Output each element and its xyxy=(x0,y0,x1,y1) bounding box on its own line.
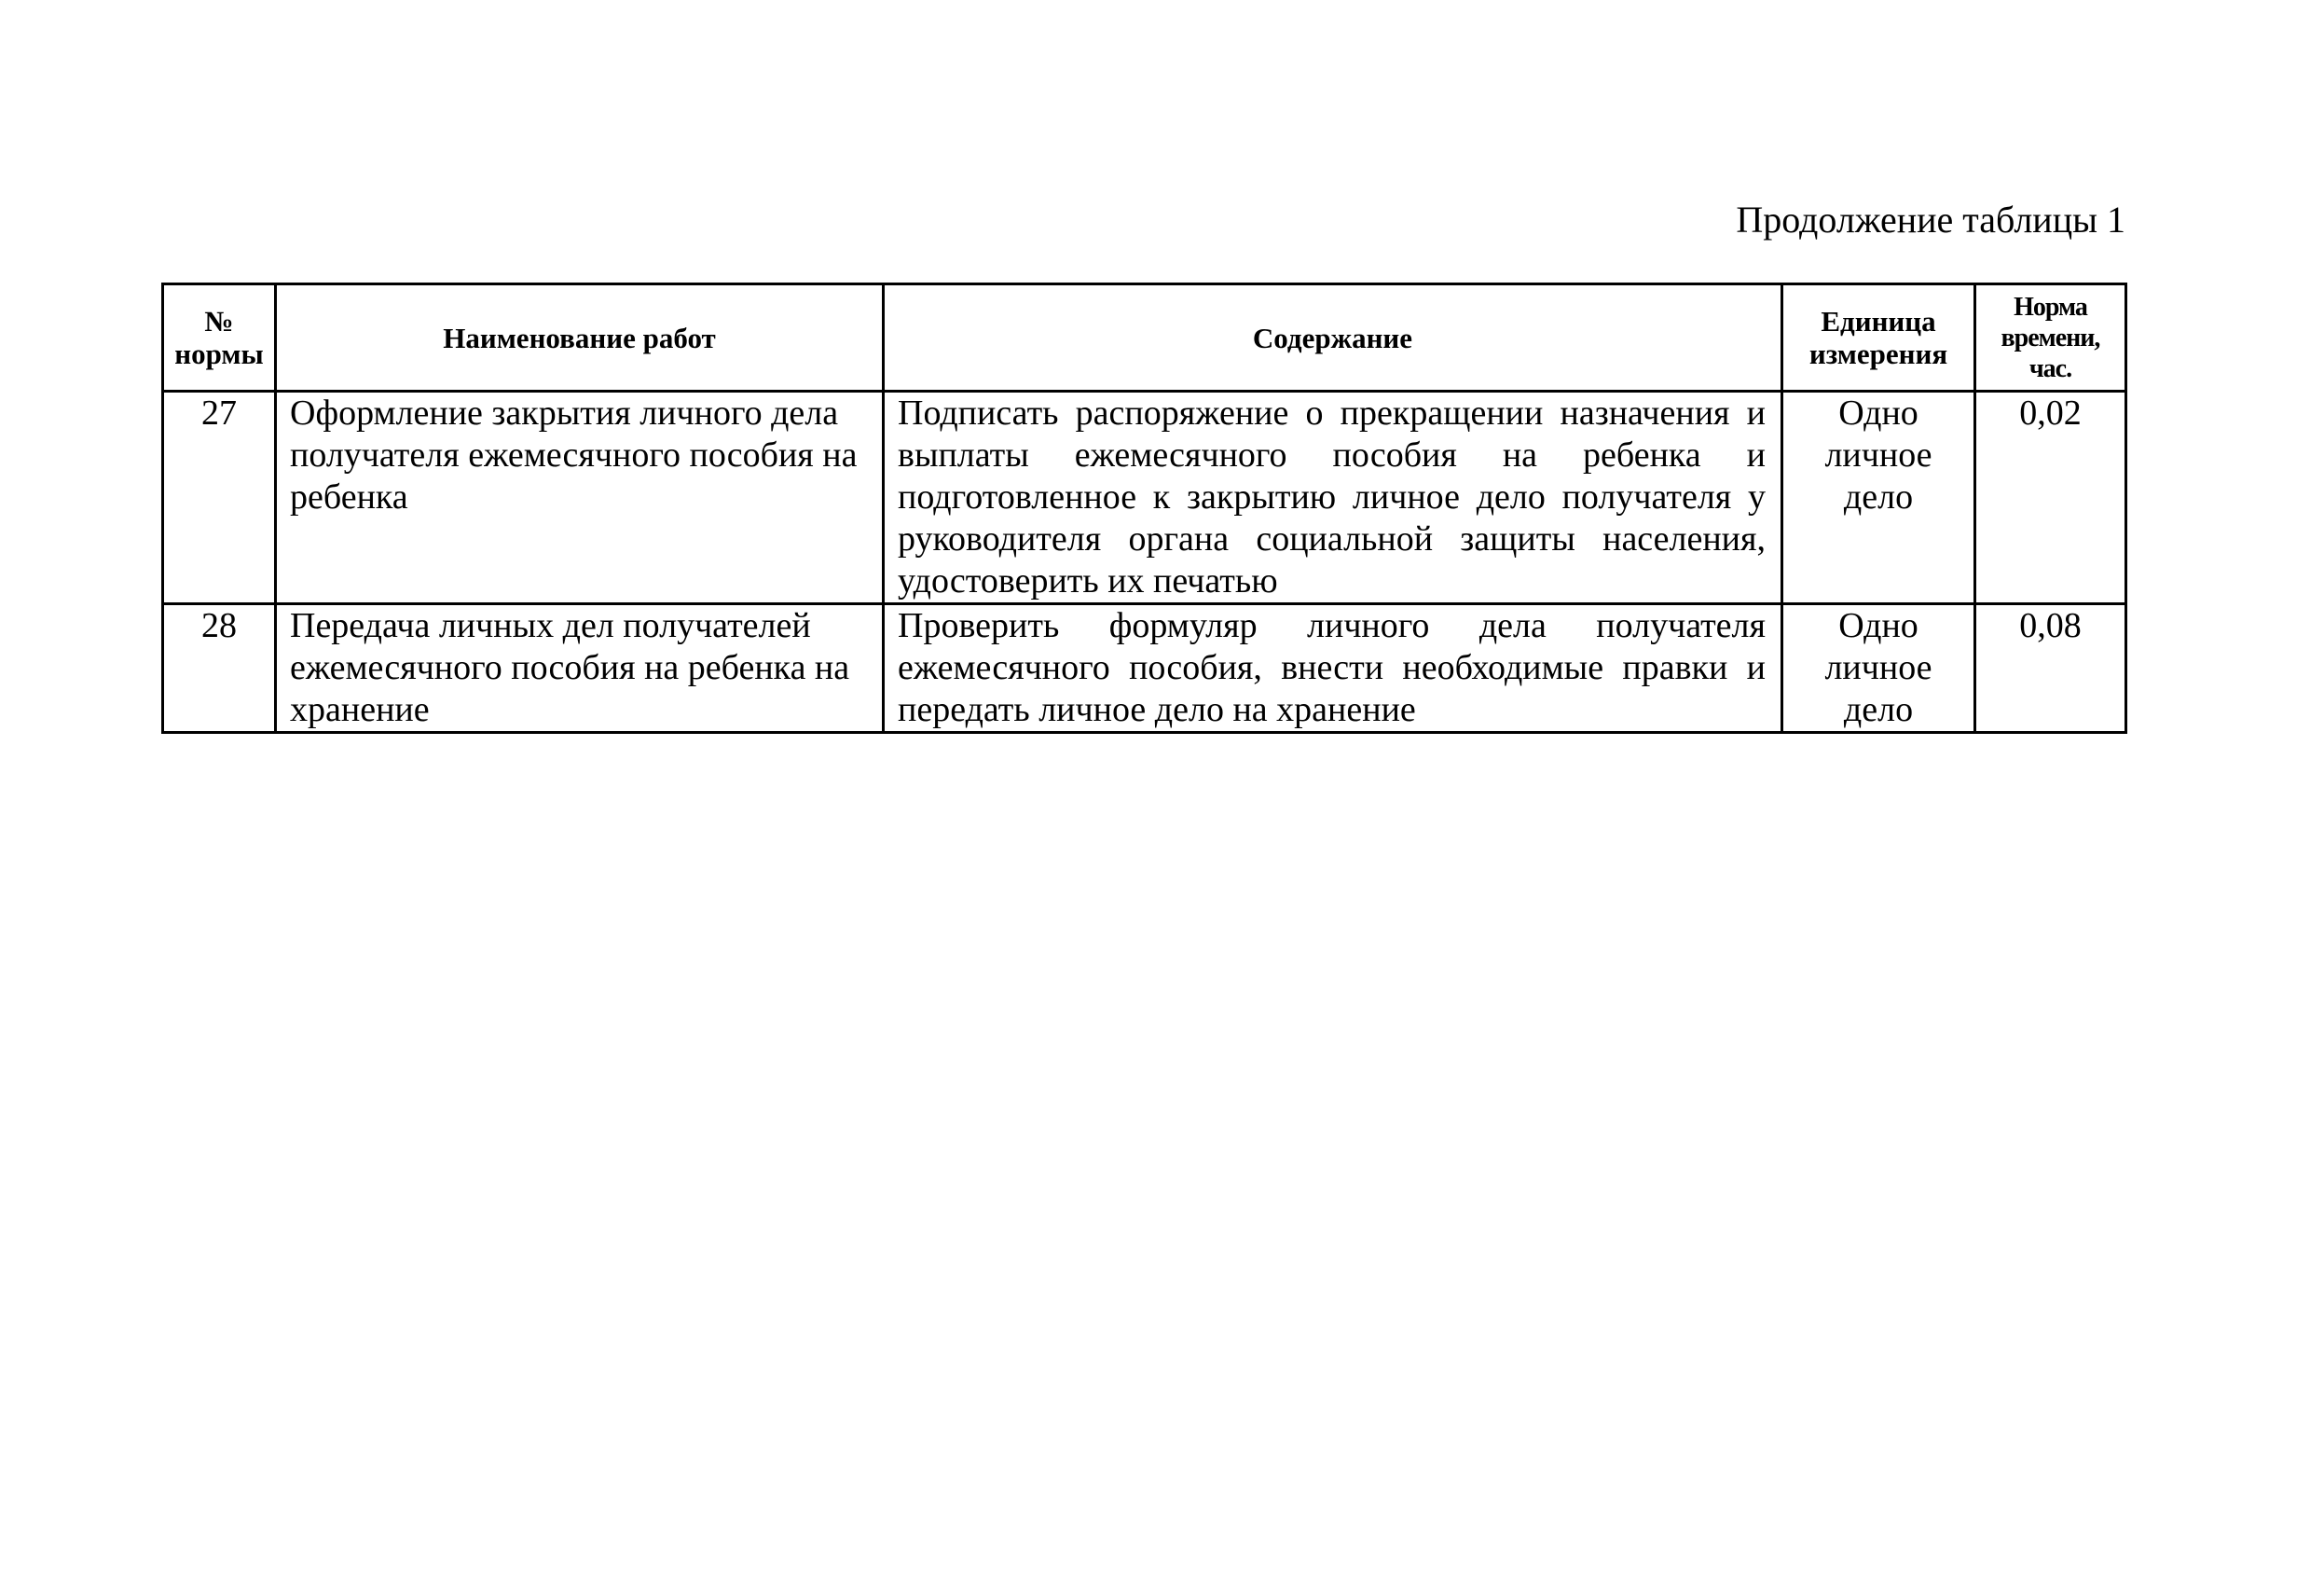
row-num: 27 xyxy=(201,394,237,433)
table-row xyxy=(163,604,2126,733)
row-unit: Одно личное дело xyxy=(1824,394,1932,517)
row-num-cell xyxy=(163,392,276,604)
table-header-row xyxy=(163,284,2126,392)
row-num: 28 xyxy=(201,606,237,645)
row-unit-cell xyxy=(1782,392,1975,604)
row-num-cell xyxy=(163,604,276,733)
row-name-cell xyxy=(276,604,884,733)
row-unit: Одно личное дело xyxy=(1824,606,1932,729)
row-unit-cell xyxy=(1782,604,1975,733)
header-unit-label: Единица измерения xyxy=(1808,305,1948,370)
row-time-cell xyxy=(1975,392,2126,604)
row-content: Подписать распоряжение о прекращении назначения и выплаты ежемесячного пособия на ребенка и подготовленное к закрытию личное дело получателя у руководителя органа социальной защиты населения, удостоверить их печатью xyxy=(898,394,1766,601)
row-name: Оформление закрытия личного дела получателя ежемесячного пособия на ребенка xyxy=(290,394,858,517)
row-name: Передача личных дел получателей ежемесячного пособия на ребенка на хранение xyxy=(290,606,850,729)
row-content: Проверить формуляр личного дела получателя ежемесячного пособия, внести необходимые правки и передать личное дело на хранение xyxy=(898,606,1766,729)
header-name xyxy=(276,284,884,392)
row-time-cell xyxy=(1975,604,2126,733)
header-name-label: Наименование работ xyxy=(443,321,716,354)
row-name-cell xyxy=(276,392,884,604)
header-content-label: Содержание xyxy=(1252,321,1413,354)
norms-table xyxy=(161,283,2127,734)
row-content-cell xyxy=(884,604,1782,733)
header-content xyxy=(884,284,1782,392)
row-content-cell xyxy=(884,392,1782,604)
table-continuation-caption: Продолжение таблицы 1 xyxy=(1736,199,2125,241)
row-time: 0,02 xyxy=(2019,394,2082,433)
row-time: 0,08 xyxy=(2019,606,2082,645)
header-unit xyxy=(1782,284,1975,392)
table-row xyxy=(163,392,2126,604)
header-time xyxy=(1975,284,2126,392)
header-time-label: Норма времени, час. xyxy=(2001,292,2100,383)
header-num xyxy=(163,284,276,392)
header-num-label: № нормы xyxy=(174,305,264,370)
